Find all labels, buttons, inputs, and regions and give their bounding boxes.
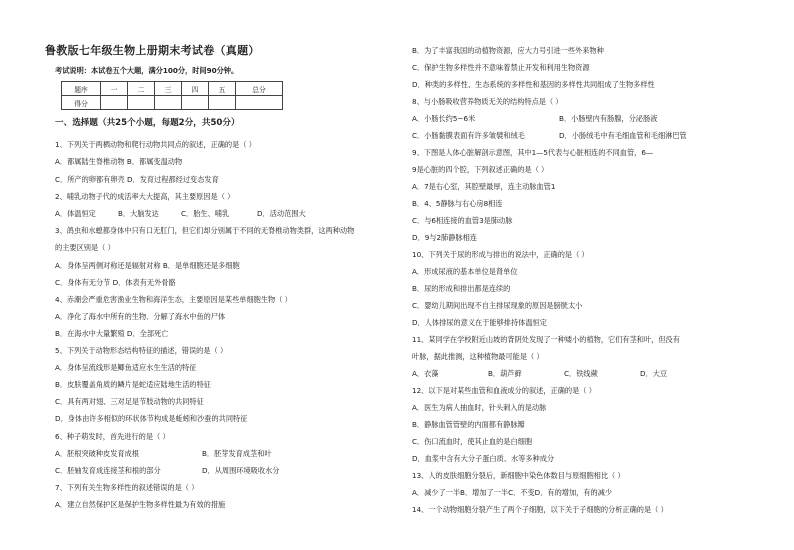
score-cell xyxy=(236,96,283,110)
question-line: 9、下图是人体心脏解剖示意图，其中1—5代表与心脏相连的不同血管，6— xyxy=(412,148,654,157)
question-line: 5、下列关于动物形态结构特征的描述，错误的是（ ） xyxy=(55,346,228,355)
question-line: 3、鸽虫和水螅都身体中只有口无肛门，但它们却分别属于不同的无脊椎动物类群，这两种动物 xyxy=(55,226,355,235)
q11-option-c: C．铁线蕨 xyxy=(564,369,598,378)
q8-option-d: D．小肠绒毛中有毛细血管和毛细淋巴管 xyxy=(559,131,687,140)
option-line: D．种类的多样性、生态系统的多样性和基因的多样性共同组成了生物多样性 xyxy=(412,80,655,89)
score-header-3: 三 xyxy=(155,82,182,96)
option-line: B．静脉血管管壁的内面都有静脉瓣 xyxy=(412,420,525,429)
option-line: C．伤口流血时，使其止血的是白细胞 xyxy=(412,437,533,446)
option-line: B．为了丰富我国的动植物资源，应大力号引进一些外来物种 xyxy=(412,46,604,55)
score-cell xyxy=(182,96,209,110)
option-line: B．在海水中大量繁殖 D．全部死亡 xyxy=(55,329,169,338)
q8-options-row1 xyxy=(412,114,657,123)
q2-option-b: B．大脑发达 xyxy=(118,209,159,218)
option-line: B．4、5静脉与右心房8相连 xyxy=(412,199,503,208)
score-header-1: 一 xyxy=(101,82,128,96)
option-line: A．形成尿液的基本单位是肾单位 xyxy=(412,267,518,276)
question-line: 8、与小肠吸收营养物质无关的结构特点是（ ） xyxy=(412,97,563,106)
option-line: A．减少了一半B．增加了一半C．不变D．有的增加，有的减少 xyxy=(412,488,613,497)
question-line: 叶脉，据此推测，这种植物最可能是（ ） xyxy=(412,352,544,361)
q2-option-c: C．胎生、哺乳 xyxy=(181,209,230,218)
q6-option-a: A．胚根突破种皮发育成根 xyxy=(55,449,139,458)
option-line: D．血浆中含有大分子蛋白质、水等多种成分 xyxy=(412,454,555,463)
score-header-label: 题序 xyxy=(62,82,101,96)
q6-option-d: D．从周围环境吸收水分 xyxy=(202,466,280,475)
score-row-label: 得分 xyxy=(62,96,101,110)
q8-option-c: C．小肠黏膜表面有许多皱襞和绒毛 xyxy=(412,131,525,140)
question-line: 11、某同学在学校附近山坡的背阴处发现了一种矮小的植物，它们有茎和叶，但没有 xyxy=(412,335,680,344)
score-table-header-row xyxy=(62,82,283,96)
option-line: A．建立自然保护区是保护生物多样性最为有效的措施 xyxy=(55,500,226,509)
question-line: 13、人的皮肤细胞分裂后，新细胞中染色体数目与原细胞相比（ ） xyxy=(412,471,625,480)
option-line: C．与6相连接的血管3是肺动脉 xyxy=(412,216,513,225)
section1-title: 一、选择题（共25个小题，每题2分，共50分） xyxy=(55,118,240,128)
page-title: 鲁教版七年级生物上册期末考试卷（真题） xyxy=(45,44,260,57)
score-cell xyxy=(155,96,182,110)
option-line: C．具有两对翅、三对足是节肢动物的共同特征 xyxy=(55,397,204,406)
option-line: A．身体呈两侧对称还是辐射对称 B．是单细胞还是多细胞 xyxy=(55,261,240,270)
q2-options xyxy=(55,209,306,218)
question-line: 1、下列关于两栖动物和爬行动物共同点的叙述，正确的是（ ） xyxy=(55,140,256,149)
q2-option-a: A．体温恒定 xyxy=(55,209,96,218)
score-header-2: 二 xyxy=(128,82,155,96)
option-line: B．皮肤覆盖角质的鳞片是蛇适应陆地生活的特征 xyxy=(55,380,211,389)
option-line: D．人体排尿的意义在于能够排持体温恒定 xyxy=(412,318,547,327)
question-line: 9是心脏的四个腔，下列叙述正确的是（ ） xyxy=(412,165,549,174)
q2-option-d: D．活动范围大 xyxy=(257,209,306,218)
option-line: B．尿的形成和排出都是连续的 xyxy=(412,284,511,293)
question-line: 的主要区别是（ ） xyxy=(55,243,115,252)
option-line: A．7是右心室，其腔壁最厚，连主动脉血管1 xyxy=(412,182,556,191)
q11-option-d: D．大豆 xyxy=(640,369,668,378)
option-line: C．保护生物多样性并不意味着禁止开发和利用生物资源 xyxy=(412,63,590,72)
exam-note: 考试说明：本试卷五个大题，满分100分，时间90分钟。 xyxy=(55,66,239,75)
q11-option-a: A．衣藻 xyxy=(412,369,439,378)
score-header-5: 五 xyxy=(209,82,236,96)
q6-options-row1 xyxy=(55,449,272,458)
q11-option-b: B．葫芦藓 xyxy=(488,369,522,378)
option-line: C．婴幼儿期间出现不自主排尿现象的原因是膀胱太小 xyxy=(412,301,583,310)
question-line: 7、下列有关生物多样性的叙述错误的是（ ） xyxy=(55,483,199,492)
score-table-score-row xyxy=(62,96,283,110)
score-table xyxy=(61,81,283,110)
option-line: C．所产的卵都有卵壳 D．发育过程都经过变态发育 xyxy=(55,175,219,184)
question-line: 6、种子萌发时，首先进行的是（ ） xyxy=(55,432,170,441)
question-line: 4、赤潮会严重危害渔业生物和海洋生态，主要原因是某些单细胞生物（ ） xyxy=(55,295,292,304)
option-line: A．都属陆生脊椎动物 B．都属变温动物 xyxy=(55,157,183,166)
option-line: C．身体有无分节 D．体表有无外骨骼 xyxy=(55,278,176,287)
q6-option-b: B．胚芽发育成茎和叶 xyxy=(202,449,272,458)
question-line: 2、哺乳动物子代的成活率大大提高，其主要原因是（ ） xyxy=(55,192,235,201)
score-header-4: 四 xyxy=(182,82,209,96)
score-cell xyxy=(128,96,155,110)
score-header-total: 总分 xyxy=(236,82,283,96)
option-line: A．净化了海水中所有的生物．分解了海水中鱼的尸体 xyxy=(55,312,226,321)
q6-options-row2 xyxy=(55,466,279,475)
question-line: 14、一个动物细胞分裂产生了两个子细胞，以下关于子细胞的分析正确的是（ ） xyxy=(412,505,668,514)
option-line: A．身体呈流线形是鲫鱼适应水生生活的特征 xyxy=(55,363,197,372)
option-line: D．9与2肺静脉相连 xyxy=(412,233,477,242)
option-line: D．身体由许多相似的环状体节构成是蚯蚓和沙蚕的共同特征 xyxy=(55,414,248,423)
question-line: 12、以下是对某些血管和血液成分的叙述，正确的是（ ） xyxy=(412,386,596,395)
question-line: 10、下列关于尿的形成与排出的说法中，正确的是（ ） xyxy=(412,250,589,259)
option-line: A．医生为病人抽血时，针头刺入的是动脉 xyxy=(412,403,547,412)
q8-option-a: A．小肠长约5~6米 xyxy=(412,114,476,123)
q11-options xyxy=(412,369,667,378)
score-cell xyxy=(101,96,128,110)
score-cell xyxy=(209,96,236,110)
q8-option-b: B．小肠壁内有肠腺，分泌肠液 xyxy=(559,114,658,123)
q8-options-row2 xyxy=(412,131,687,140)
q6-option-c: C．胚轴发育成连接茎和根的部分 xyxy=(55,466,161,475)
